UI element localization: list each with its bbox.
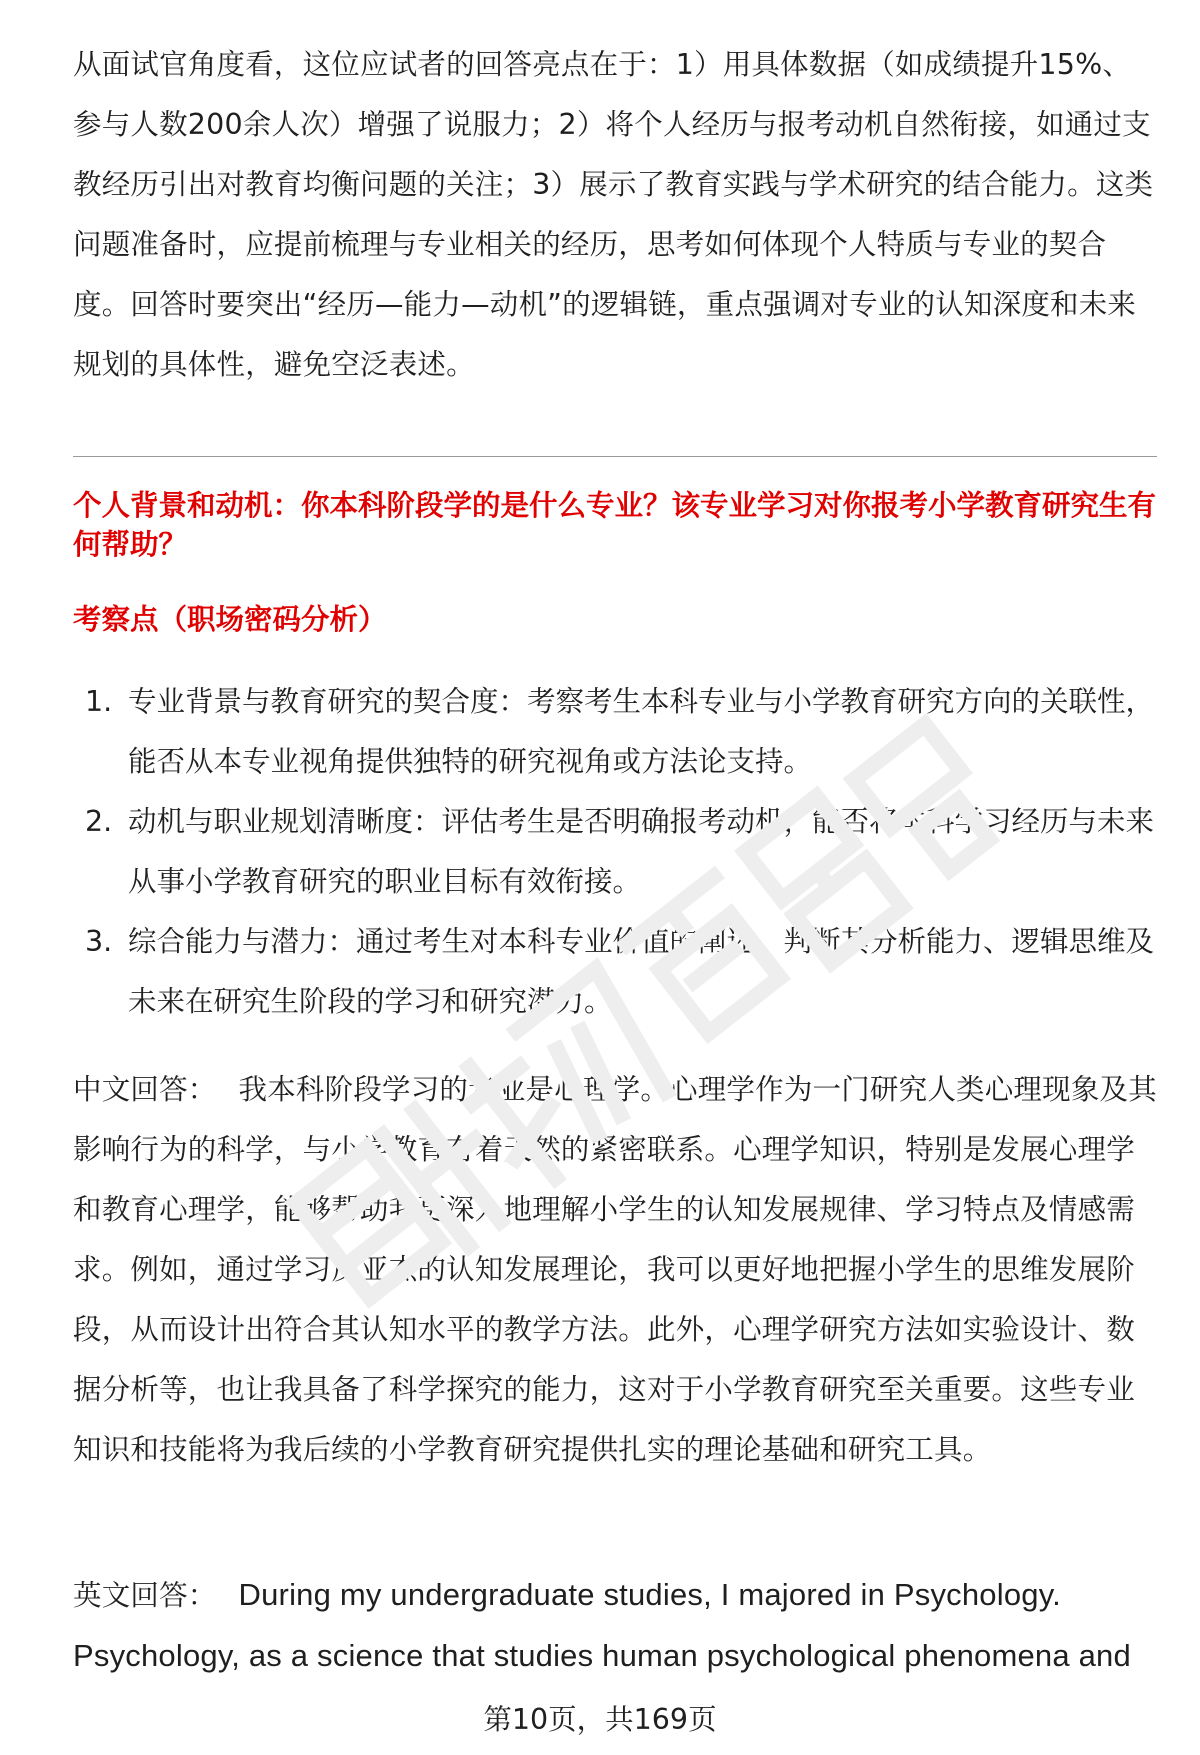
list-item-number: 2. (85, 805, 113, 838)
english-answer-paragraph (73, 1565, 1157, 1687)
english-answer-label: 英文回答： (73, 1579, 217, 1612)
assessment-list (73, 672, 1157, 1032)
section-divider (73, 456, 1157, 457)
list-item (73, 912, 1157, 1032)
list-item (73, 672, 1157, 792)
chinese-answer-paragraph (73, 1060, 1157, 1480)
intro-paragraph: 从面试官角度看，这位应试者的回答亮点在于：1）用具体数据（如成绩提升15%、参与人数200余人次）增强了说服力；2）将个人经历与报考动机自然衔接，如通过支教经历引出对教育均衡问题的关注；3）展示了教育实践与学术研究的结合能力。这类问题准备时，应提前梳理与专业相关的经历，思考如何体现个人特质与专业的契合度。回答时要突出“经历—能力—动机”的逻辑链，重点强调对专业的认知深度和未来规划的具体性，避免空泛表述。 (73, 48, 1154, 381)
assessment-heading: 考察点（职场密码分析） (73, 603, 387, 636)
chinese-answer-label: 中文回答： (73, 1073, 217, 1106)
list-item-number: 1. (85, 685, 113, 718)
list-item-text: 综合能力与潜力：通过考生对本科专业价值的阐述，判断其分析能力、逻辑思维及未来在研究生阶段的学习和研究潜力。 (128, 925, 1155, 1018)
list-item-text: 专业背景与教育研究的契合度：考察考生本科专业与小学教育研究方向的关联性，能否从本专业视角提供独特的研究视角或方法论支持。 (128, 685, 1155, 778)
chinese-answer-text: 我本科阶段学习的专业是心理学。心理学作为一门研究人类心理现象及其影响行为的科学，与小学教育有着天然的紧密联系。心理学知识，特别是发展心理学和教育心理学，能够帮助我更深入地理解小学生的认知发展规律、学习特点及情感需求。例如，通过学习皮亚杰的认知发展理论，我可以更好地把握小学生的思维发展阶段，从而设计出符合其认知水平的教学方法。此外，心理学研究方法如实验设计、数据分析等，也让我具备了科学探究的能力，这对于小学教育研究至关重要。这些专业知识和技能将为我后续的小学教育研究提供扎实的理论基础和研究工具。 (73, 1073, 1157, 1466)
list-item-number: 3. (85, 925, 113, 958)
list-item-text: 动机与职业规划清晰度：评估考生是否明确报考动机，能否将本科学习经历与未来从事小学教育研究的职业目标有效衔接。 (128, 805, 1155, 898)
list-item (73, 792, 1157, 912)
question-title: 个人背景和动机：你本科阶段学的是什么专业？该专业学习对你报考小学教育研究生有何帮助？ (73, 489, 1157, 561)
english-answer-text: During my undergraduate studies, I majored in Psychology. Psychology, as a science that studies human psychological phenomena and (73, 1577, 1131, 1673)
page-number-footer: 第10页，共169页 (483, 1703, 717, 1736)
